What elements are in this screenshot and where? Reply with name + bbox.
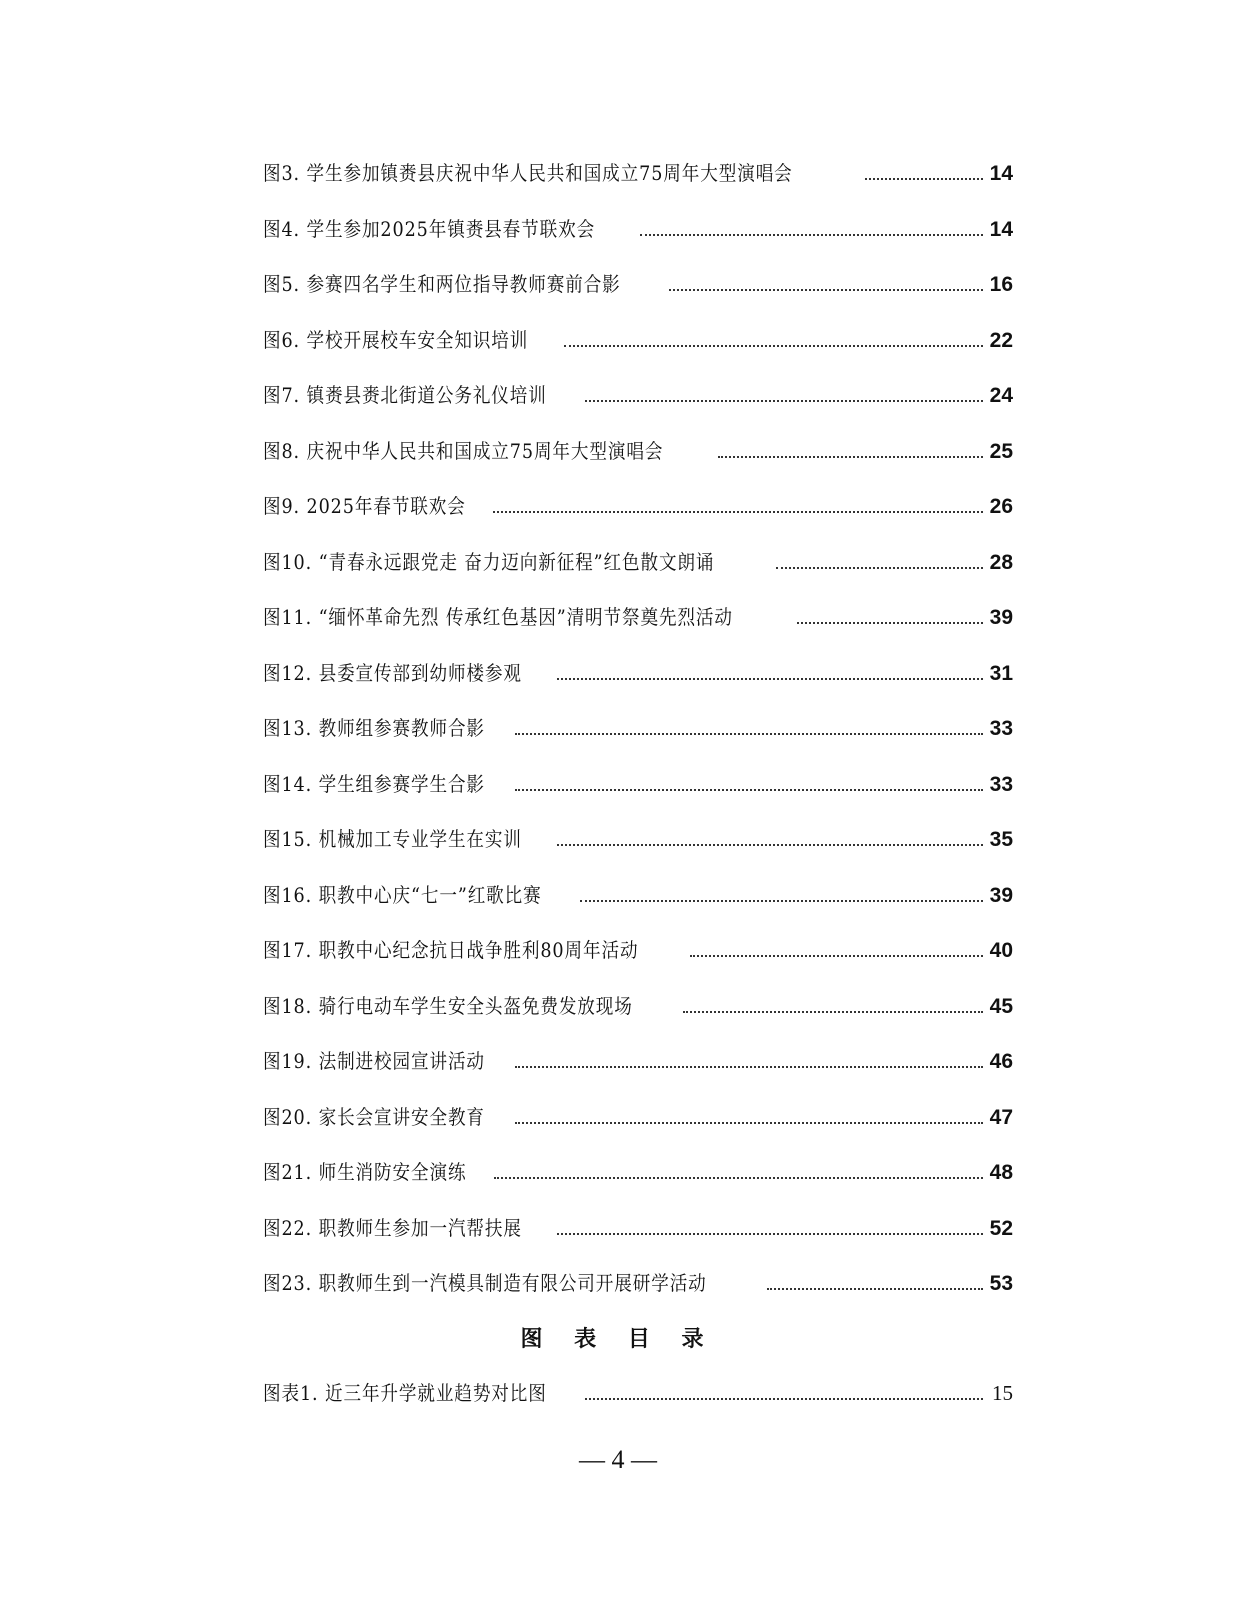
toc-entry-label: 图5. 参赛四名学生和两位指导教师赛前合影: [263, 272, 621, 296]
toc-entry[interactable]: [263, 766, 1013, 822]
chart-toc-heading: 图 表 目 录: [520, 1327, 716, 1352]
toc-entry-page: 26: [989, 495, 1013, 518]
toc-entry-page: 35: [989, 828, 1013, 851]
dot-leader: [493, 510, 983, 513]
dot-leader: [580, 899, 983, 902]
dot-leader: [767, 1287, 983, 1290]
dot-leader: [797, 621, 983, 624]
dot-leader: [585, 399, 983, 402]
dot-leader: [564, 344, 983, 347]
toc-entry-label: 图21. 师生消防安全演练: [263, 1160, 467, 1184]
dot-leader: [669, 288, 983, 291]
toc-entry-label: 图19. 法制进校园宣讲活动: [263, 1049, 485, 1073]
toc-entry-page: 33: [989, 772, 1013, 796]
toc-entry[interactable]: [263, 1043, 1013, 1099]
toc-entry[interactable]: [263, 877, 1013, 933]
toc-entry[interactable]: [263, 544, 1013, 600]
toc-entry-page: 46: [989, 1050, 1013, 1073]
toc-entry-page: 15: [992, 1381, 1013, 1405]
toc-entry-page: 53: [989, 1272, 1013, 1295]
toc-entry[interactable]: [263, 433, 1013, 489]
dot-leader: [494, 1176, 983, 1179]
dot-leader: [515, 788, 983, 791]
dot-leader: [690, 954, 983, 957]
toc-entry-label: 图表1. 近三年升学就业趋势对比图: [263, 1381, 547, 1405]
toc-entry-page: 24: [989, 384, 1013, 407]
toc-entry[interactable]: [263, 655, 1013, 711]
toc-entry[interactable]: [263, 322, 1013, 378]
toc-entry-page: 31: [989, 661, 1013, 685]
toc-entry[interactable]: [263, 599, 1013, 655]
toc-entry[interactable]: [263, 932, 1013, 988]
toc-entry-page: 22: [989, 328, 1013, 352]
toc-entry[interactable]: [263, 988, 1013, 1044]
dot-leader: [557, 1232, 983, 1235]
toc-entry-label: 图7. 镇赉县赉北街道公务礼仪培训: [263, 383, 547, 407]
dot-leader: [557, 677, 983, 680]
toc-entry[interactable]: [263, 1154, 1013, 1210]
toc-entry-label: 图18. 骑行电动车学生安全头盔免费发放现场: [263, 993, 633, 1018]
dot-leader: [585, 1397, 983, 1400]
dot-leader: [640, 233, 983, 236]
toc-entry-label: 图11. “缅怀革命先烈 传承红色基因”清明节祭奠先烈活动: [263, 605, 733, 629]
toc-entry-page: 39: [989, 883, 1013, 907]
toc-entry-label: 图22. 职教师生参加一汽帮扶展: [263, 1215, 522, 1240]
dot-leader: [718, 455, 983, 458]
toc-entry-page: 14: [989, 162, 1013, 185]
toc-entry-page: 25: [989, 439, 1013, 463]
toc-entry-label: 图9. 2025年春节联欢会: [263, 494, 466, 518]
toc-entry-page: 33: [989, 717, 1013, 740]
toc-entry[interactable]: [263, 821, 1013, 877]
toc-entry-label: 图12. 县委宣传部到幼师楼参观: [263, 660, 522, 685]
toc-entry-label: 图3. 学生参加镇赉县庆祝中华人民共和国成立75周年大型演唱会: [263, 161, 793, 185]
toc-entry-page: 48: [989, 1161, 1013, 1184]
toc-entry[interactable]: [263, 1210, 1013, 1266]
toc-entry[interactable]: [263, 155, 1013, 211]
toc-entry-label: 图23. 职教师生到一汽模具制造有限公司开展研学活动: [263, 1271, 707, 1295]
toc-entry[interactable]: [263, 266, 1013, 322]
toc-entry-page: 52: [989, 1216, 1013, 1240]
toc-entry-label: 图15. 机械加工专业学生在实训: [263, 827, 522, 851]
toc-entry-label: 图14. 学生组参赛学生合影: [263, 771, 485, 796]
toc-entry-page: 14: [989, 217, 1013, 241]
toc-entry[interactable]: [263, 1265, 1013, 1321]
toc-entry[interactable]: [263, 211, 1013, 267]
toc-entry[interactable]: [263, 377, 1013, 433]
dot-leader: [515, 1065, 983, 1068]
dot-leader: [515, 1121, 983, 1124]
toc-entry-label: 图20. 家长会宣讲安全教育: [263, 1104, 485, 1129]
toc-entry-page: 39: [989, 606, 1013, 629]
toc-entry-label: 图17. 职教中心纪念抗日战争胜利80周年活动: [263, 938, 639, 962]
toc-entry-page: 45: [989, 994, 1013, 1018]
dot-leader: [515, 732, 983, 735]
toc-entry-label: 图10. “青春永远跟党走 奋力迈向新征程”红色散文朗诵: [263, 549, 715, 574]
chart-table-of-contents: [263, 1375, 1013, 1431]
toc-entry-label: 图16. 职教中心庆“七一”红歌比赛: [263, 882, 542, 907]
toc-entry[interactable]: [263, 1099, 1013, 1155]
toc-entry-label: 图6. 学校开展校车安全知识培训: [263, 327, 529, 352]
toc-entry-page: 47: [989, 1105, 1013, 1129]
toc-entry[interactable]: [263, 710, 1013, 766]
dot-leader: [865, 177, 983, 180]
page-number: — 4 —: [579, 1445, 657, 1474]
toc-entry-label: 图8. 庆祝中华人民共和国成立75周年大型演唱会: [263, 438, 664, 463]
toc-entry-label: 图4. 学生参加2025年镇赉县春节联欢会: [263, 216, 596, 241]
toc-entry[interactable]: [263, 488, 1013, 544]
toc-entry-label: 图13. 教师组参赛教师合影: [263, 716, 485, 740]
figure-table-of-contents: [263, 155, 1013, 1321]
toc-entry[interactable]: [263, 1375, 1013, 1431]
dot-leader: [776, 566, 983, 569]
dot-leader: [557, 843, 983, 846]
dot-leader: [683, 1010, 983, 1013]
toc-entry-page: 28: [989, 550, 1013, 574]
toc-entry-page: 40: [989, 939, 1013, 962]
toc-entry-page: 16: [989, 273, 1013, 296]
